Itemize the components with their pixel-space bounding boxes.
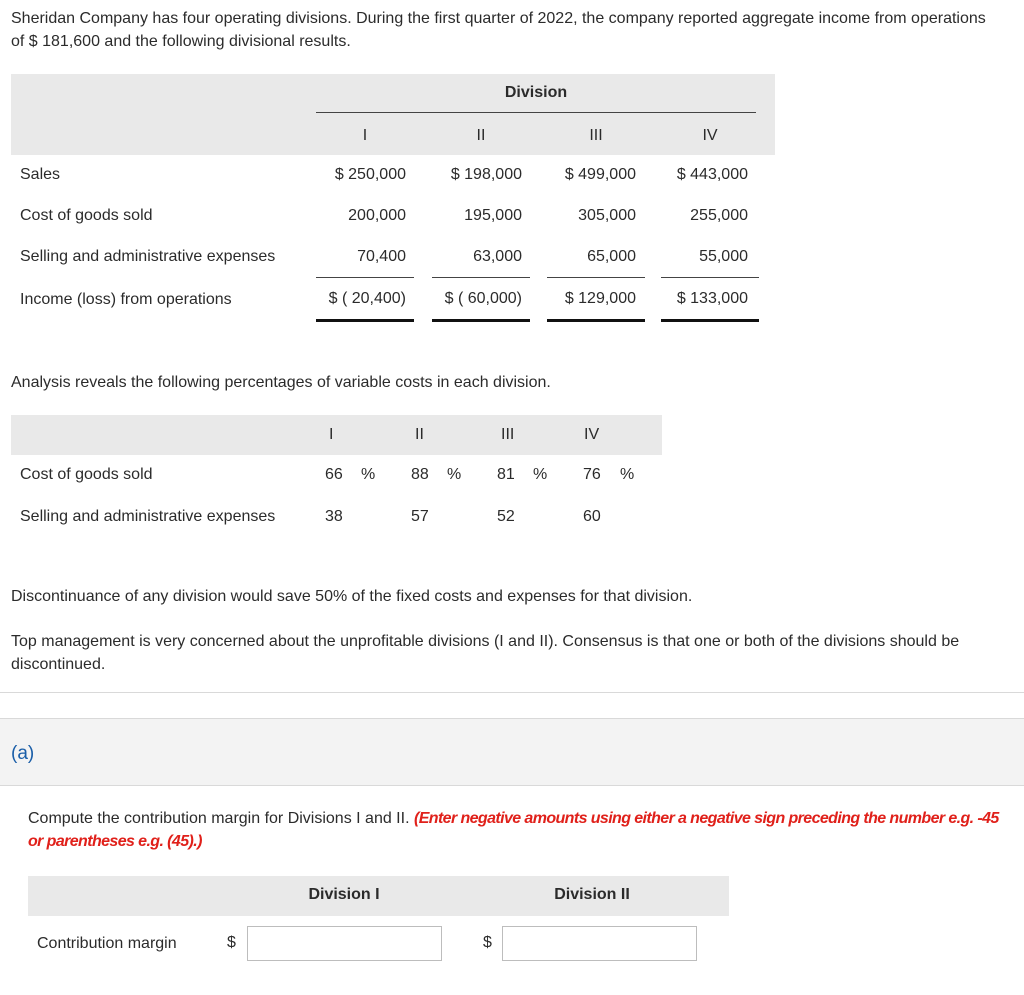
percent-sign: % [447, 466, 462, 483]
total-line [432, 319, 530, 322]
question-text [28, 807, 1003, 853]
table1-row-label: Cost of goods sold [20, 207, 153, 224]
table2-cell: 52 [497, 508, 515, 525]
table1-cell: 200,000 [348, 207, 406, 224]
table2-header-band [11, 415, 662, 455]
division-i-contribution-margin-input[interactable] [247, 926, 442, 961]
table1-cell: $ ( 60,000) [444, 290, 522, 307]
table2-cell: 57 [411, 508, 429, 525]
contribution-margin-label: Contribution margin [37, 935, 177, 952]
percent-sign: % [533, 466, 548, 483]
table2-cell: 38 [325, 508, 343, 525]
table1-row-label: Selling and administrative expenses [20, 248, 276, 265]
percent-sign: % [620, 466, 635, 483]
table2-cell: 66 [325, 466, 343, 483]
table2-cell: 81 [497, 466, 515, 483]
table1-col-header: III [589, 127, 603, 144]
section-divider [0, 718, 1024, 719]
subtotal-line [661, 277, 759, 278]
table1-cell: $ 133,000 [676, 290, 748, 307]
discontinuance-text: Discontinuance of any division would save 50% of the fixed costs and expenses for that division. [11, 588, 693, 605]
table1-cell: 195,000 [464, 207, 522, 224]
table1-col-header: IV [702, 127, 718, 144]
table1-cell: $ 129,000 [564, 290, 636, 307]
table2-cell: 88 [411, 466, 429, 483]
table2-row-label: Cost of goods sold [20, 466, 153, 483]
table1-cell: $ ( 20,400) [328, 290, 406, 307]
table1-cell: $ 443,000 [676, 166, 748, 183]
question-prompt: Compute the contribution margin for Divisions I and II. [28, 810, 410, 827]
table2-col-header: IV [584, 426, 600, 443]
table1-cell: $ 198,000 [450, 166, 522, 183]
table2-cell: 60 [583, 508, 601, 525]
section-divider [0, 692, 1024, 693]
currency-sign: $ [227, 934, 236, 951]
table2-row-label: Selling and administrative expenses [20, 508, 276, 525]
subtotal-line [316, 277, 414, 278]
part-label: (a) [11, 743, 35, 764]
percent-sign: % [361, 466, 376, 483]
analysis-text: Analysis reveals the following percentages of variable costs in each division. [11, 374, 551, 391]
table1-cell: $ 250,000 [334, 166, 406, 183]
table2-col-header: III [501, 426, 515, 443]
subtotal-line [432, 277, 530, 278]
table1-group-underline [316, 112, 756, 113]
answer-col-header-division-i: Division I [308, 886, 380, 903]
table1-cell: 65,000 [587, 248, 636, 265]
table1-col-header: I [362, 127, 368, 144]
table1-cell: $ 499,000 [564, 166, 636, 183]
question-instruction: (Enter negative amounts using either a negative sign preceding the number e.g. -45 or parentheses e.g. (45).) [28, 810, 999, 850]
subtotal-line [547, 277, 645, 278]
answer-col-header-division-ii: Division II [554, 886, 630, 903]
table1-row-label: Income (loss) from operations [20, 291, 232, 308]
total-line [316, 319, 414, 322]
part-a-band [0, 718, 1024, 785]
total-line [547, 319, 645, 322]
table1-row-label: Sales [20, 166, 61, 183]
division-ii-contribution-margin-input[interactable] [502, 926, 697, 961]
intro-text: Sheridan Company has four operating divisions. During the first quarter of 2022, the company reported aggregate income from operations of $ 181,600 and the following divisional results. [11, 10, 986, 50]
table1-cell: 70,400 [357, 248, 406, 265]
table1-cell: 255,000 [690, 207, 748, 224]
currency-sign: $ [483, 934, 492, 951]
section-divider [0, 785, 1024, 786]
table1-cell: 305,000 [578, 207, 636, 224]
total-line [661, 319, 759, 322]
table1-cell: 63,000 [473, 248, 522, 265]
table1-col-header: II [476, 127, 486, 144]
table2-col-header: II [415, 426, 424, 443]
table2-cell: 76 [583, 466, 601, 483]
table1-cell: 55,000 [699, 248, 748, 265]
table2-col-header: I [329, 426, 334, 443]
management-text: Top management is very concerned about the unprofitable divisions (I and II). Consensus is that one or both of the divisions should be discontinued. [11, 633, 960, 673]
table1-group-header: Division [504, 84, 568, 101]
